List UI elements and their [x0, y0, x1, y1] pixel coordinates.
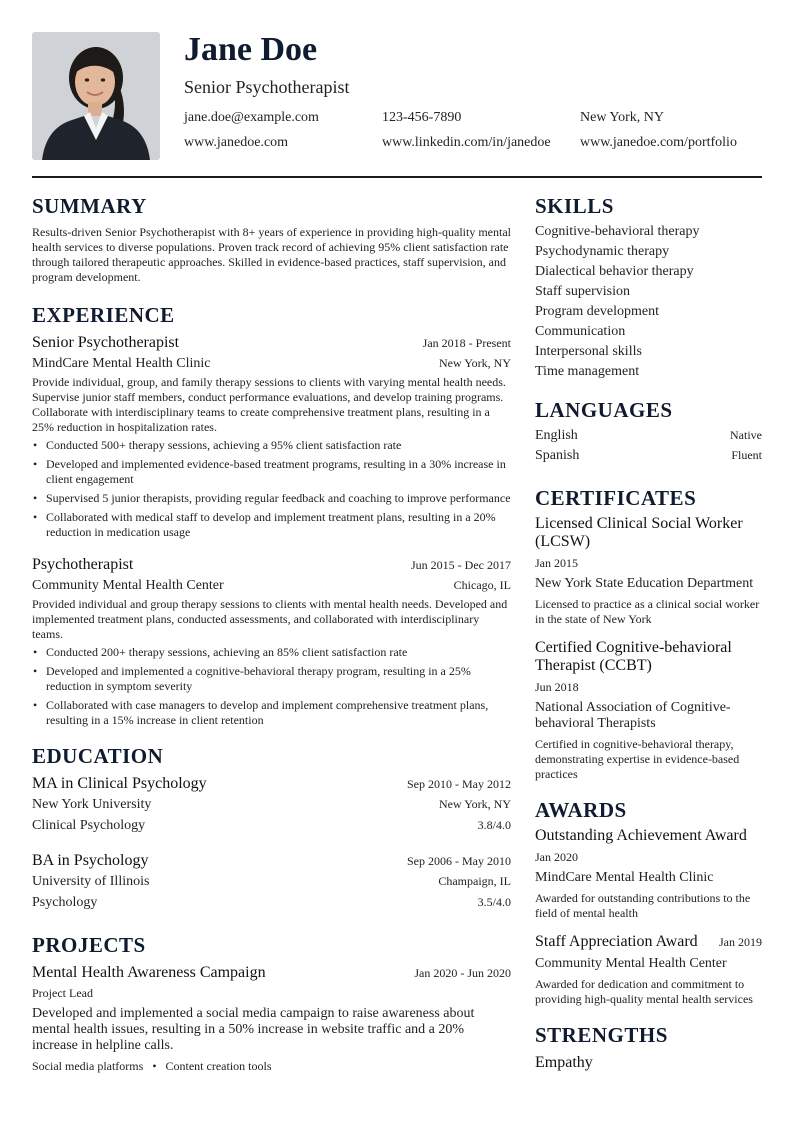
job-bullets — [32, 645, 511, 728]
language-level: Native — [730, 428, 762, 442]
job-role: Psychotherapist — [32, 556, 134, 573]
experience-item — [32, 332, 511, 540]
header-divider — [32, 176, 762, 178]
skill-item: Staff supervision — [535, 284, 631, 299]
project-description: Developed and implemented a social media campaign to raise awareness about mental health issues, resulting in a 50% increase in website traffic and a 20% increase in helpline calls. — [32, 1006, 475, 1053]
job-org: MindCare Mental Health Clinic — [32, 356, 211, 371]
projects-section — [32, 931, 511, 1074]
skills-heading: SKILLS — [535, 194, 614, 218]
phone-number[interactable]: 123-456-7890 — [382, 110, 462, 125]
award-description: Awarded for dedication and commitment to providing high-quality mental health services — [535, 977, 753, 1006]
certificates-heading: CERTIFICATES — [535, 486, 697, 510]
skill-item: Interpersonal skills — [535, 344, 642, 359]
skills-list — [535, 222, 762, 382]
skill-item: Program development — [535, 304, 660, 319]
language-item — [535, 446, 762, 466]
project-tag: Social media platforms — [32, 1059, 144, 1073]
certificate-item — [535, 639, 762, 782]
education-section — [32, 742, 511, 913]
school-location: New York, NY — [438, 797, 511, 811]
job-org: Community Mental Health Center — [32, 578, 224, 593]
left-column — [32, 192, 511, 1088]
certificates-section — [535, 484, 762, 782]
right-column — [535, 192, 762, 1087]
job-description: Provided individual and group therapy sessions to clients with mental health needs. Developed and implemented treatment plans, conducted assessments, and collaborated with interdisciplinary teams. — [32, 597, 508, 641]
certificate-date: Jan 2015 — [535, 556, 578, 570]
location: New York, NY — [580, 110, 665, 125]
strengths-section — [535, 1021, 762, 1073]
email-link[interactable]: jane.doe@example.com — [184, 110, 319, 125]
project-item — [32, 962, 511, 1074]
award-name: Outstanding Achievement Award — [535, 827, 747, 844]
skill-item: Time management — [535, 364, 640, 379]
job-bullet: • Developed and implemented a cognitive-behavioral therapy program, resulting in a 25% reduction in symptom severity — [32, 664, 511, 694]
award-date: Jan 2020 — [535, 850, 578, 864]
award-issuer: MindCare Mental Health Clinic — [535, 870, 714, 885]
certificate-item — [535, 515, 762, 627]
language-item — [535, 426, 762, 446]
certificate-date: Jun 2018 — [535, 680, 579, 694]
awards-heading: AWARDS — [535, 798, 627, 822]
award-name: Staff Appreciation Award — [535, 933, 698, 950]
job-location: New York, NY — [438, 356, 511, 370]
experience-item — [32, 554, 511, 728]
gpa: 3.5/4.0 — [477, 895, 511, 909]
degree: MA in Clinical Psychology — [32, 775, 207, 792]
degree: BA in Psychology — [32, 852, 149, 869]
skill-item: Dialectical behavior therapy — [535, 264, 694, 279]
certificate-issuer: New York State Education Department — [535, 576, 754, 591]
profile-photo — [32, 32, 160, 160]
portfolio-link[interactable]: www.janedoe.com/portfolio — [580, 135, 737, 150]
job-location: Chicago, IL — [453, 578, 511, 592]
award-date: Jan 2019 — [719, 935, 762, 949]
job-role: Senior Psychotherapist — [32, 334, 180, 351]
school: University of Illinois — [32, 874, 150, 889]
project-tag: Content creation tools — [165, 1059, 272, 1073]
experience-section — [32, 301, 511, 728]
candidate-title: Senior Psychotherapist — [184, 77, 350, 97]
job-bullet: • Collaborated with case managers to develop and implement comprehensive treatment plans, resulting in a 15% increase in client retention — [32, 698, 511, 728]
education-item — [32, 773, 511, 836]
strengths-heading: STRENGTHS — [535, 1023, 668, 1047]
field-of-study: Psychology — [32, 895, 98, 910]
projects-heading: PROJECTS — [32, 933, 146, 957]
experience-heading: EXPERIENCE — [32, 303, 175, 327]
gpa: 3.8/4.0 — [477, 818, 511, 832]
skill-item: Cognitive-behavioral therapy — [535, 224, 700, 239]
job-description: Provide individual, group, and family therapy sessions to clients with varying mental health needs. Supervise junior staff members, conduct performance evaluations, and develop training programs. Collaborate with interdisciplinary teams to create comprehensive treatment plans, resulting in a 25% reduction in hospitalization rates. — [32, 375, 506, 434]
language-level: Fluent — [731, 448, 762, 462]
certificate-description: Licensed to practice as a clinical social worker in the state of New York — [535, 597, 760, 626]
linkedin-link[interactable]: www.linkedin.com/in/janedoe — [382, 135, 551, 150]
certificate-issuer: National Association of Cognitive-behavioral Therapists — [535, 700, 731, 731]
job-bullet: • Developed and implemented evidence-based treatment programs, resulting in a 30% increase in client engagement — [32, 457, 511, 487]
project-tools — [32, 1059, 511, 1074]
job-bullet: • Conducted 500+ therapy sessions, achieving a 95% client satisfaction rate — [32, 438, 511, 453]
languages-section — [535, 396, 762, 466]
job-bullet: • Supervised 5 junior therapists, providing regular feedback and coaching to improve performance — [32, 491, 511, 506]
certificate-name: Certified Cognitive-behavioral Therapist (CCBT) — [535, 639, 732, 674]
award-description: Awarded for outstanding contributions to the field of mental health — [535, 891, 751, 920]
language-name: English — [535, 428, 578, 443]
contact-info — [184, 109, 774, 152]
strength-item: Empathy — [535, 1054, 593, 1071]
project-name: Mental Health Awareness Campaign — [32, 964, 266, 981]
job-dates: Jan 2018 - Present — [422, 336, 511, 350]
project-dates: Jan 2020 - Jun 2020 — [414, 966, 511, 980]
tag-separator: • — [152, 1059, 157, 1073]
school: New York University — [32, 797, 152, 812]
field-of-study: Clinical Psychology — [32, 818, 146, 833]
candidate-name: Jane Doe — [184, 31, 318, 68]
summary-heading: SUMMARY — [32, 194, 147, 218]
award-issuer: Community Mental Health Center — [535, 956, 727, 971]
job-bullets — [32, 438, 511, 540]
education-dates: Sep 2010 - May 2012 — [407, 777, 511, 791]
language-name: Spanish — [535, 448, 580, 463]
languages-heading: LANGUAGES — [535, 398, 673, 422]
summary-section — [32, 192, 511, 285]
award-item — [535, 827, 762, 921]
school-location: Champaign, IL — [438, 874, 511, 888]
award-item — [535, 933, 762, 1007]
website-link[interactable]: www.janedoe.com — [184, 135, 289, 150]
job-dates: Jun 2015 - Dec 2017 — [411, 558, 511, 572]
education-item — [32, 850, 511, 913]
job-bullet: • Conducted 200+ therapy sessions, achieving an 85% client satisfaction rate — [32, 645, 511, 660]
skill-item: Communication — [535, 324, 626, 339]
job-bullet: • Collaborated with medical staff to develop and implement treatment plans, resulting in a 20% reduction in medication usage — [32, 510, 511, 540]
skill-item: Psychodynamic therapy — [535, 244, 670, 259]
education-dates: Sep 2006 - May 2010 — [407, 854, 511, 868]
summary-text: Results-driven Senior Psychotherapist with 8+ years of experience in providing high-quality mental health services to diverse populations. Proven track record of achieving 95% client satisfaction rate through tailored therapeutic approaches. Skilled in evidence-based practices, staff supervision, and program development. — [32, 225, 511, 284]
skills-section — [535, 192, 762, 382]
project-role: Project Lead — [32, 986, 93, 1000]
awards-section — [535, 796, 762, 1007]
education-heading: EDUCATION — [32, 744, 164, 768]
certificate-name: Licensed Clinical Social Worker (LCSW) — [535, 515, 743, 550]
certificate-description: Certified in cognitive-behavioral therapy, demonstrating expertise in evidence-based practices — [535, 737, 740, 781]
